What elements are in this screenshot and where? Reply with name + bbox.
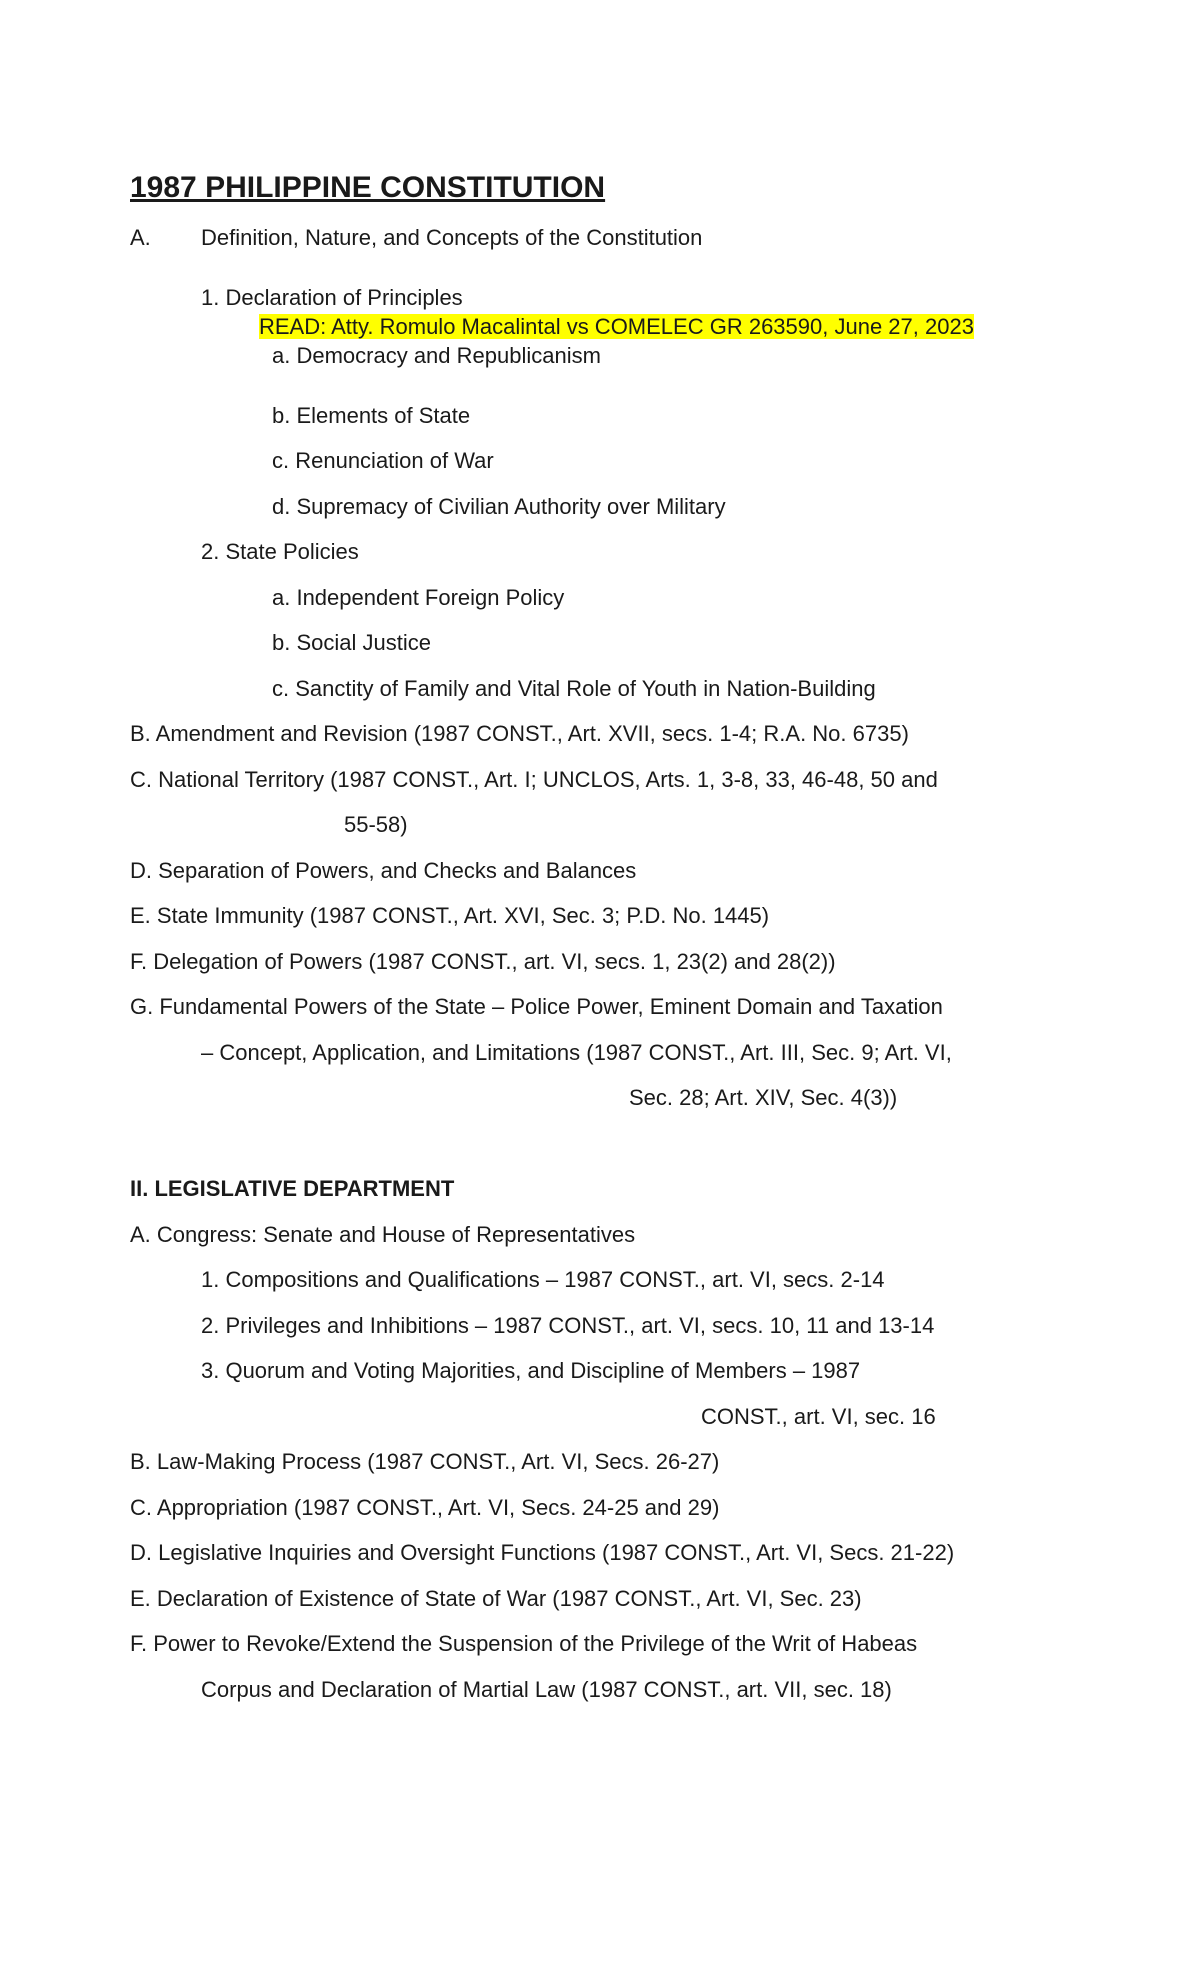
legislative-item-f-cont: Corpus and Declaration of Martial Law (1987 CONST., art. VII, sec. 18): [201, 1677, 892, 1702]
legislative-item-f: F. Power to Revoke/Extend the Suspension of the Privilege of the Writ of Habeas: [130, 1631, 918, 1656]
policy-item: c. Sanctity of Family and Vital Role of Youth in Nation-Building: [272, 676, 876, 701]
outline-item-e: E. State Immunity (1987 CONST., Art. XVI, Sec. 3; P.D. No. 1445): [130, 903, 770, 928]
section-a-number: A.: [130, 225, 151, 250]
legislative-item-b: B. Law-Making Process (1987 CONST., Art. VI, Secs. 26-27): [130, 1449, 720, 1474]
outline-item-g-cont2: Sec. 28; Art. XIV, Sec. 4(3)): [629, 1085, 898, 1110]
congress-item: A. Congress: Senate and House of Representatives: [130, 1222, 636, 1247]
principle-item: a. Democracy and Republicanism: [272, 343, 601, 368]
outline-item-g-cont: – Concept, Application, and Limitations (1987 CONST., Art. III, Sec. 9; Art. VI,: [201, 1040, 952, 1065]
outline-item-b: B. Amendment and Revision (1987 CONST., Art. XVII, secs. 1-4; R.A. No. 6735): [130, 721, 909, 746]
outline-item-g: G. Fundamental Powers of the State – Police Power, Eminent Domain and Taxation: [130, 994, 943, 1019]
congress-subitem: 2. Privileges and Inhibitions – 1987 CONST., art. VI, secs. 10, 11 and 13-14: [201, 1313, 935, 1338]
read-note-highlight: [259, 313, 974, 341]
congress-subitem: 1. Compositions and Qualifications – 1987 CONST., art. VI, secs. 2-14: [201, 1267, 885, 1292]
legislative-item-d: D. Legislative Inquiries and Oversight Functions (1987 CONST., Art. VI, Secs. 21-22): [130, 1540, 955, 1565]
legislative-item-e: E. Declaration of Existence of State of War (1987 CONST., Art. VI, Sec. 23): [130, 1586, 862, 1611]
principle-item: d. Supremacy of Civilian Authority over Military: [272, 494, 726, 519]
policy-item: b. Social Justice: [272, 630, 431, 655]
outline-item-d: D. Separation of Powers, and Checks and Balances: [130, 858, 637, 883]
principle-item: b. Elements of State: [272, 403, 471, 428]
section-a-text: Definition, Nature, and Concepts of the Constitution: [201, 225, 703, 250]
outline-item-c: C. National Territory (1987 CONST., Art. I; UNCLOS, Arts. 1, 3-8, 33, 46-48, 50 and: [130, 767, 938, 792]
legislative-item-c: C. Appropriation (1987 CONST., Art. VI, Secs. 24-25 and 29): [130, 1495, 720, 1520]
section-a-heading: [130, 224, 702, 252]
outline-item-c-cont: 55-58): [344, 812, 408, 837]
congress-subitem: 3. Quorum and Voting Majorities, and Discipline of Members – 1987: [201, 1358, 861, 1383]
state-policies: 2. State Policies: [201, 539, 359, 564]
page-title: 1987 PHILIPPINE CONSTITUTION: [130, 171, 606, 204]
read-note-text: READ: Atty. Romulo Macalintal vs COMELEC GR 263590, June 27, 2023: [259, 314, 974, 339]
congress-subitem-cont: CONST., art. VI, sec. 16: [701, 1404, 936, 1429]
outline-item-f: F. Delegation of Powers (1987 CONST., art. VI, secs. 1, 23(2) and 28(2)): [130, 949, 836, 974]
legislative-heading: II. LEGISLATIVE DEPARTMENT: [130, 1176, 455, 1201]
declaration-of-principles: 1. Declaration of Principles: [201, 285, 463, 310]
principle-item: c. Renunciation of War: [272, 448, 494, 473]
policy-item: a. Independent Foreign Policy: [272, 585, 565, 610]
